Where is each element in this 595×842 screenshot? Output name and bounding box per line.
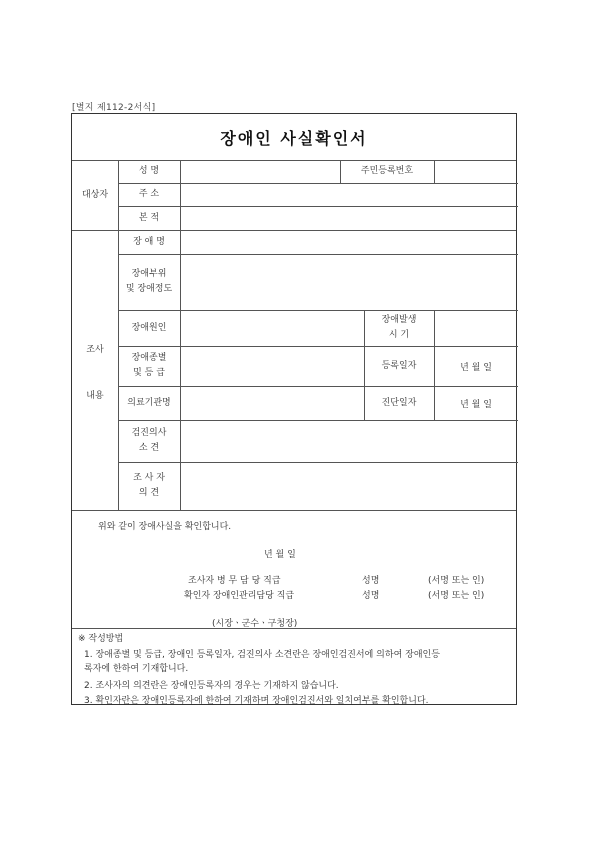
diagnosis-date-field[interactable]: 년 월 일 [460,399,492,410]
address-label: 주 소 [138,189,160,199]
survey-section-label: 내용 [86,390,104,401]
authority-label: (시장ㆍ군수ㆍ구청장) [212,619,298,629]
form-number: [별지 제112-2서식] [72,103,156,113]
cause-label: 장애원인 [131,322,167,333]
investigator-opinion-field[interactable] [181,463,517,509]
diagnosis-date-label: 진단일자 [381,397,417,408]
subject-section-label: 대상자 [81,189,109,200]
name-field[interactable] [181,161,339,182]
investigator-name-label: 성명 [362,576,380,586]
confirmer-line: 확인자 장애인관리담당 직급 [184,591,295,601]
disability-name-label: 장 애 명 [133,236,165,247]
divider [72,510,516,511]
confirmer-name-label: 성명 [362,591,380,601]
instructions-heading: ※ 작성방법 [78,634,124,644]
disability-name-field[interactable] [181,231,517,253]
address-field[interactable] [181,184,517,205]
name-label: 성 명 [138,166,160,176]
instruction-item: 3. 확인자란은 장애인등록자에 한하여 기재하며 장애인검진서와 일치여부를 확인합니다. [84,696,429,706]
investigator-line: 조사자 병 무 담 당 직급 [188,576,281,586]
investigator-opinion-label: 조 사 자 의 견 [133,473,165,498]
cause-field[interactable] [181,311,363,345]
disability-part-field[interactable] [181,255,517,309]
resident-number-field[interactable] [435,161,517,182]
confirmation-statement: 위와 같이 장애사실을 확인합니다. [98,522,232,532]
onset-label: 장애발생 시 기 [381,315,417,340]
doctor-opinion-field[interactable] [181,421,517,461]
instruction-item: 2. 조사자의 의견란은 장애인등록자의 경우는 기재하지 않습니다. [84,681,339,691]
survey-section-label: 조사 [86,344,104,355]
instruction-item: 록자에 한하여 기재합니다. [84,664,189,674]
confirmer-signature[interactable]: (서명 또는 인) [428,591,485,601]
domicile-field[interactable] [181,207,517,229]
title-area [72,114,516,160]
institution-label: 의료기관명 [127,397,171,408]
resident-number-label: 주민등록번호 [360,166,414,176]
confirmation-form [71,113,517,705]
type-grade-label: 장애종별 및 등 급 [131,353,167,378]
confirmation-date: 년 월 일 [264,550,296,560]
registration-date-label: 등록일자 [381,360,417,371]
registration-date-field[interactable]: 년 월 일 [460,362,492,373]
domicile-label: 본 적 [138,212,160,223]
doctor-opinion-label: 검진의사 소 견 [131,428,167,453]
instruction-item: 1. 장애종별 및 등급, 장애인 등록일자, 검진의사 소견란은 장애인검진서에 의하여 장애인등 [84,650,440,660]
institution-field[interactable] [181,387,363,419]
onset-field[interactable] [435,311,517,345]
disability-part-label: 장애부위 및 장애정도 [125,269,173,294]
investigator-signature[interactable]: (서명 또는 인) [428,576,485,586]
page-title: 장애인 사실확인서 [220,128,368,148]
type-grade-field[interactable] [181,347,363,385]
